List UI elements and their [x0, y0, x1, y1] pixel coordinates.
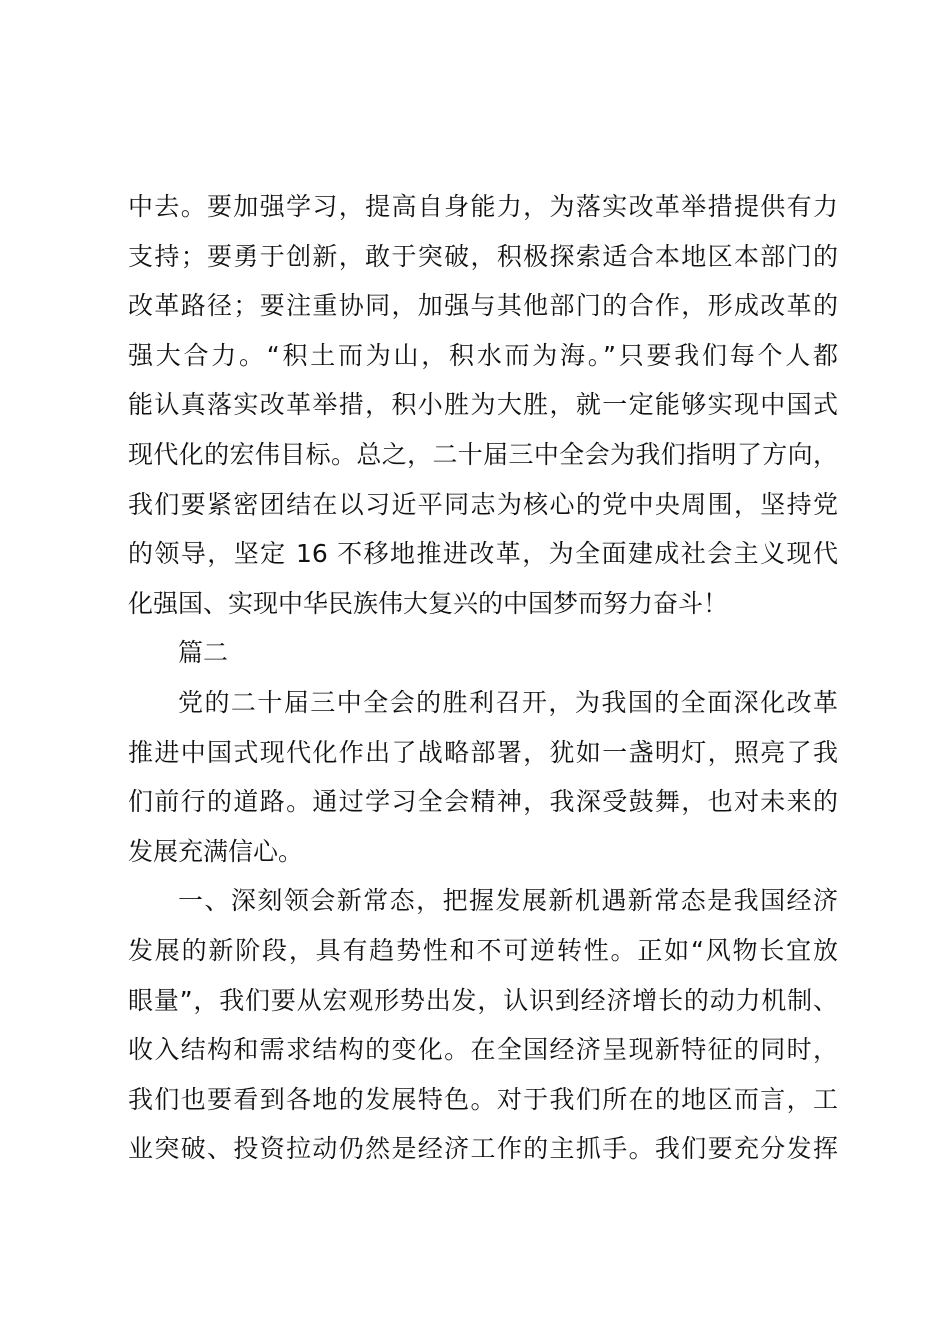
text-line: 一、深刻领会新常态，把握发展新机遇新常态是我国经济 — [178, 886, 838, 916]
body-text — [128, 182, 838, 1174]
section-title: 篇二 — [178, 638, 229, 668]
text-line: 推进中国式现代化作出了战略部署，犹如一盏明灯，照亮了我 — [128, 737, 838, 767]
text-line: 眼量”，我们要从宏观形势出发，认识到经济增长的动力机制、 — [128, 985, 838, 1015]
text-line: 的领导，坚定 16 不移地推进改革，为全面建成社会主义现代 — [128, 539, 838, 569]
text-line: 党的二十届三中全会的胜利召开，为我国的全面深化改革 — [178, 687, 838, 717]
text-line: 现代化的宏伟目标。总之，二十届三中全会为我们指明了方向， — [128, 439, 838, 469]
text-line: 我们要紧密团结在以习近平同志为核心的党中央周围，坚持党 — [128, 489, 838, 519]
text-line: 发展充满信心。 — [128, 836, 304, 866]
text-line: 改革路径；要注重协同，加强与其他部门的合作，形成改革的 — [128, 291, 838, 321]
text-line: 强大合力。“积土而为山，积水而为海。”只要我们每个人都 — [128, 340, 838, 370]
text-line: 化强国、实现中华民族伟大复兴的中国梦而努力奋斗！ — [128, 588, 729, 618]
text-line: 发展的新阶段，具有趋势性和不可逆转性。正如“风物长宜放 — [128, 935, 838, 965]
text-line: 业突破、投资拉动仍然是经济工作的主抓手。我们要充分发挥 — [128, 1134, 838, 1164]
text-line: 收入结构和需求结构的变化。在全国经济呈现新特征的同时， — [128, 1035, 838, 1065]
paragraph-2 — [128, 678, 838, 876]
text-line: 们前行的道路。通过学习全会精神，我深受鼓舞，也对未来的 — [128, 787, 838, 817]
text-line: 能认真落实改革举措，积小胜为大胜，就一定能够实现中国式 — [128, 390, 838, 420]
text-line: 我们也要看到各地的发展特色。对于我们所在的地区而言，工 — [128, 1084, 838, 1114]
paragraph-3 — [128, 876, 838, 1174]
text-line: 支持；要勇于创新，敢于突破，积极探索适合本地区本部门的 — [128, 241, 838, 271]
paragraph-1 — [128, 182, 838, 628]
text-line: 中去。要加强学习，提高自身能力，为落实改革举措提供有力 — [128, 192, 838, 221]
section-heading — [128, 628, 838, 678]
